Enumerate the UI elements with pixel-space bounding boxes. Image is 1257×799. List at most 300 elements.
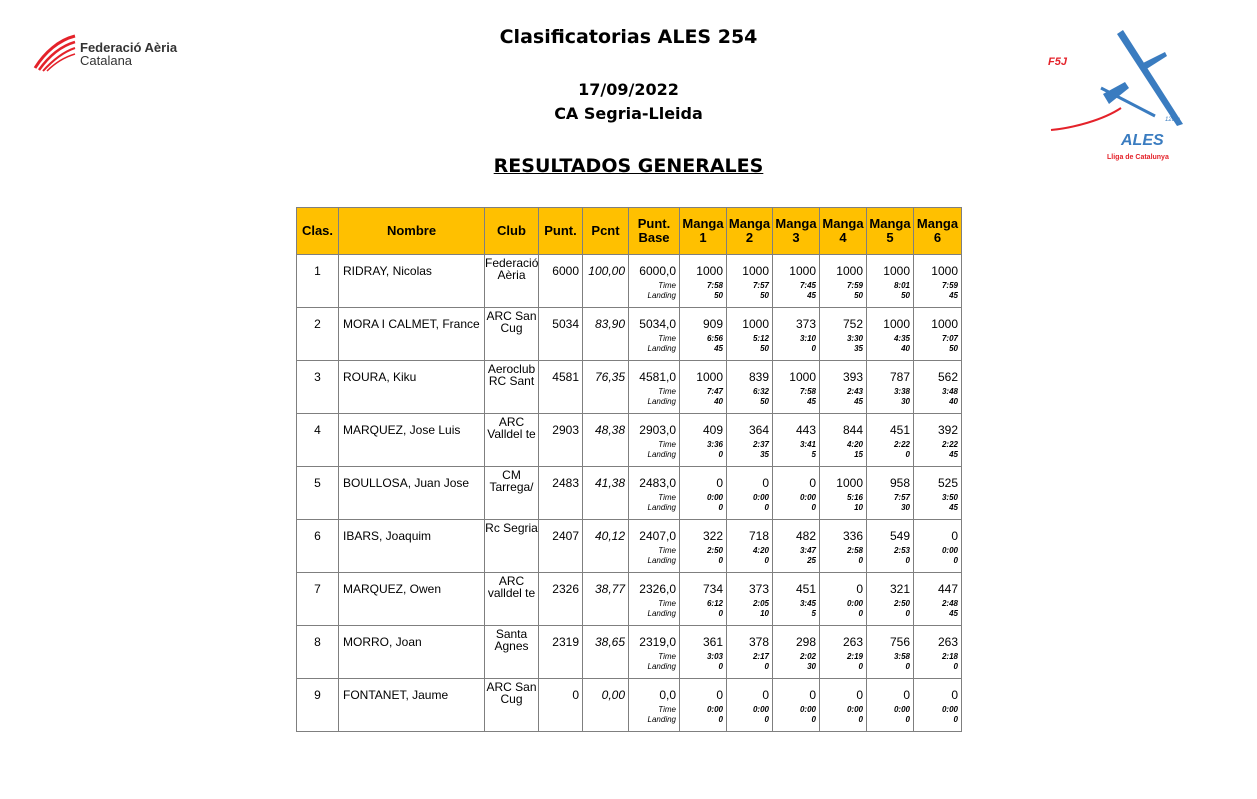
cell-pcnt [583, 308, 629, 361]
time-label: Time [658, 599, 676, 608]
manga-landing: 45 [949, 450, 958, 459]
club-name: ARC San Cug [486, 680, 537, 706]
cell-manga-2 [727, 679, 773, 732]
time-label: Time [658, 546, 676, 555]
manga-score: 549 [889, 529, 910, 543]
height-label: 120m [1165, 117, 1181, 123]
manga-score: 752 [842, 317, 863, 331]
manga-score: 1000 [696, 264, 723, 278]
manga-time: 7:58 [706, 281, 723, 290]
manga-time: 5:12 [752, 334, 769, 343]
manga-landing: 0 [718, 609, 723, 618]
cell-manga-1 [680, 255, 727, 308]
cell-pcnt [583, 255, 629, 308]
table-row [297, 520, 962, 573]
cell-club [485, 361, 539, 414]
cell-punt-base [629, 308, 680, 361]
cell-punt [539, 361, 583, 414]
manga-landing: 0 [858, 662, 863, 671]
ales-label: ALES [1121, 132, 1164, 149]
manga-landing: 45 [949, 609, 958, 618]
federation-name-line1: Federació Aèria [80, 40, 178, 55]
time-label: Time [658, 281, 676, 290]
manga-landing: 50 [854, 291, 863, 300]
manga-time: 3:36 [706, 440, 723, 449]
header-manga-5: Manga 5 [867, 208, 914, 255]
pilot-name: MORRO, Joan [343, 635, 422, 649]
manga-score: 409 [702, 423, 723, 437]
manga-score: 0 [762, 688, 769, 702]
cell-clas [297, 255, 339, 308]
manga-score: 0 [762, 476, 769, 490]
manga-time: 3:48 [941, 387, 958, 396]
club-name: ARC valldel te [487, 574, 536, 600]
manga-landing: 0 [905, 662, 910, 671]
cell-pcnt [583, 467, 629, 520]
manga-landing: 0 [764, 715, 769, 724]
manga-score: 0 [809, 476, 816, 490]
manga-time: 2:48 [941, 599, 958, 608]
cell-manga-1 [680, 679, 727, 732]
manga-time: 7:57 [893, 493, 910, 502]
cell-manga-6 [914, 679, 962, 732]
manga-landing: 0 [764, 503, 769, 512]
manga-landing: 0 [905, 715, 910, 724]
cell-punt [539, 626, 583, 679]
base-points: 2407,0 [639, 529, 676, 543]
cell-manga-5 [867, 679, 914, 732]
club-name: Aeroclub RC Sant [487, 362, 536, 388]
manga-score: 1000 [789, 370, 816, 384]
manga-score: 322 [702, 529, 723, 543]
manga-landing: 5 [811, 450, 816, 459]
manga-time: 0:00 [706, 705, 723, 714]
pilot-name: ROURA, Kiku [343, 370, 417, 384]
manga-landing: 0 [953, 662, 958, 671]
cell-manga-3 [773, 255, 820, 308]
header-nombre: Nombre [339, 208, 485, 255]
manga-time: 2:17 [752, 652, 769, 661]
manga-score: 1000 [742, 264, 769, 278]
manga-landing: 50 [760, 397, 769, 406]
percent-value: 76,35 [594, 370, 625, 384]
manga-landing: 0 [905, 609, 910, 618]
cell-pcnt [583, 414, 629, 467]
landing-label: Landing [647, 450, 676, 459]
cell-manga-6 [914, 520, 962, 573]
manga-time: 0:00 [799, 705, 816, 714]
table-row [297, 626, 962, 679]
cell-punt-base [629, 467, 680, 520]
manga-score: 0 [856, 582, 863, 596]
header-club: Club [485, 208, 539, 255]
cell-club [485, 414, 539, 467]
manga-landing: 0 [858, 556, 863, 565]
manga-time: 0:00 [799, 493, 816, 502]
manga-time: 3:50 [941, 493, 958, 502]
cell-manga-4 [820, 520, 867, 573]
manga-score: 958 [889, 476, 910, 490]
landing-label: Landing [647, 503, 676, 512]
manga-score: 839 [748, 370, 769, 384]
manga-time: 7:58 [799, 387, 816, 396]
cell-manga-2 [727, 414, 773, 467]
total-points: 0 [572, 688, 579, 702]
cell-manga-3 [773, 520, 820, 573]
cell-manga-1 [680, 626, 727, 679]
cell-manga-4 [820, 626, 867, 679]
cell-manga-2 [727, 626, 773, 679]
table-row [297, 573, 962, 626]
manga-score: 1000 [883, 264, 910, 278]
manga-landing: 0 [718, 450, 723, 459]
manga-time: 2:43 [846, 387, 863, 396]
manga-score: 263 [937, 635, 958, 649]
table-row [297, 308, 962, 361]
percent-value: 38,65 [594, 635, 625, 649]
manga-landing: 0 [858, 715, 863, 724]
cell-club [485, 255, 539, 308]
manga-landing: 30 [807, 662, 816, 671]
cell-manga-5 [867, 361, 914, 414]
manga-time: 0:00 [846, 705, 863, 714]
manga-landing: 50 [901, 291, 910, 300]
manga-landing: 40 [714, 397, 723, 406]
time-label: Time [658, 493, 676, 502]
cell-manga-2 [727, 467, 773, 520]
cell-manga-6 [914, 467, 962, 520]
manga-time: 2:22 [893, 440, 910, 449]
manga-time: 6:12 [706, 599, 723, 608]
event-location: CA Segria-Lleida [554, 104, 703, 123]
manga-score: 482 [795, 529, 816, 543]
manga-landing: 0 [858, 609, 863, 618]
manga-score: 378 [748, 635, 769, 649]
manga-score: 373 [748, 582, 769, 596]
manga-time: 2:37 [752, 440, 769, 449]
glider-icon [1043, 24, 1193, 174]
landing-label: Landing [647, 291, 676, 300]
cell-nombre [339, 626, 485, 679]
manga-score: 373 [795, 317, 816, 331]
header-manga-3: Manga 3 [773, 208, 820, 255]
manga-score: 718 [748, 529, 769, 543]
cell-punt [539, 255, 583, 308]
manga-landing: 30 [901, 503, 910, 512]
cell-manga-1 [680, 361, 727, 414]
percent-value: 40,12 [594, 529, 625, 543]
cell-clas [297, 414, 339, 467]
cell-clas [297, 520, 339, 573]
cell-club [485, 520, 539, 573]
manga-time: 2:53 [893, 546, 910, 555]
rank-value: 1 [314, 264, 321, 278]
header-pcnt: Pcnt [583, 208, 629, 255]
manga-landing: 10 [854, 503, 863, 512]
time-label: Time [658, 440, 676, 449]
ales-logo [1043, 24, 1193, 174]
manga-score: 1000 [931, 317, 958, 331]
club-name: Federació Aèria [485, 256, 539, 282]
manga-time: 6:56 [706, 334, 723, 343]
cell-manga-6 [914, 308, 962, 361]
cell-punt-base [629, 679, 680, 732]
cell-punt-base [629, 255, 680, 308]
manga-score: 1000 [883, 317, 910, 331]
cell-punt [539, 520, 583, 573]
base-points: 2326,0 [639, 582, 676, 596]
manga-landing: 0 [953, 715, 958, 724]
cell-manga-3 [773, 573, 820, 626]
manga-landing: 50 [714, 291, 723, 300]
cell-nombre [339, 520, 485, 573]
cell-nombre [339, 573, 485, 626]
cell-punt-base [629, 573, 680, 626]
manga-landing: 45 [714, 344, 723, 353]
manga-time: 2:50 [893, 599, 910, 608]
cell-club [485, 573, 539, 626]
event-date: 17/09/2022 [578, 80, 679, 99]
percent-value: 48,38 [594, 423, 625, 437]
landing-label: Landing [647, 662, 676, 671]
manga-landing: 25 [807, 556, 816, 565]
manga-score: 364 [748, 423, 769, 437]
manga-landing: 0 [718, 715, 723, 724]
cell-manga-4 [820, 679, 867, 732]
manga-score: 562 [937, 370, 958, 384]
manga-time: 0:00 [752, 705, 769, 714]
manga-time: 7:07 [941, 334, 958, 343]
cell-punt-base [629, 414, 680, 467]
manga-landing: 15 [854, 450, 863, 459]
manga-landing: 10 [760, 609, 769, 618]
manga-time: 0:00 [941, 546, 958, 555]
pilot-name: MORA I CALMET, France [343, 317, 480, 331]
table-row [297, 255, 962, 308]
cell-pcnt [583, 679, 629, 732]
rank-value: 8 [314, 635, 321, 649]
manga-time: 3:41 [799, 440, 816, 449]
total-points: 5034 [552, 317, 579, 331]
manga-score: 1000 [742, 317, 769, 331]
manga-score: 1000 [836, 264, 863, 278]
cell-pcnt [583, 520, 629, 573]
federation-name-line2: Catalana [80, 53, 133, 68]
manga-time: 0:00 [752, 493, 769, 502]
cell-clas [297, 626, 339, 679]
manga-score: 0 [809, 688, 816, 702]
manga-landing: 45 [807, 291, 816, 300]
manga-time: 0:00 [706, 493, 723, 502]
manga-time: 3:58 [893, 652, 910, 661]
manga-time: 0:00 [846, 599, 863, 608]
table-row [297, 361, 962, 414]
base-points: 0,0 [659, 688, 676, 702]
cell-punt-base [629, 361, 680, 414]
table-row [297, 467, 962, 520]
manga-time: 7:45 [799, 281, 816, 290]
header-clas: Clas. [297, 208, 339, 255]
pilot-name: MARQUEZ, Owen [343, 582, 442, 596]
cell-manga-5 [867, 573, 914, 626]
cell-manga-2 [727, 255, 773, 308]
total-points: 2483 [552, 476, 579, 490]
cell-nombre [339, 308, 485, 361]
manga-time: 2:19 [846, 652, 863, 661]
cell-nombre [339, 467, 485, 520]
manga-landing: 45 [854, 397, 863, 406]
manga-score: 361 [702, 635, 723, 649]
total-points: 6000 [552, 264, 579, 278]
club-name: Rc Segria [485, 521, 538, 535]
manga-landing: 5 [811, 609, 816, 618]
manga-score: 0 [716, 688, 723, 702]
results-table [296, 207, 962, 732]
manga-score: 1000 [696, 370, 723, 384]
total-points: 4581 [552, 370, 579, 384]
manga-landing: 45 [807, 397, 816, 406]
cell-manga-3 [773, 308, 820, 361]
cell-manga-6 [914, 414, 962, 467]
cell-nombre [339, 679, 485, 732]
header-punt: Punt. [539, 208, 583, 255]
manga-score: 756 [889, 635, 910, 649]
rank-value: 5 [314, 476, 321, 490]
pilot-name: RIDRAY, Nicolas [343, 264, 432, 278]
cell-punt [539, 414, 583, 467]
header-manga-2: Manga 2 [727, 208, 773, 255]
manga-landing: 45 [949, 291, 958, 300]
manga-score: 734 [702, 582, 723, 596]
cell-manga-1 [680, 520, 727, 573]
cell-manga-4 [820, 414, 867, 467]
club-name: CM Tarrega/ [489, 468, 534, 494]
club-name: ARC Valldel te [487, 415, 536, 441]
cell-manga-2 [727, 520, 773, 573]
manga-time: 2:18 [941, 652, 958, 661]
manga-score: 263 [842, 635, 863, 649]
manga-score: 0 [856, 688, 863, 702]
percent-value: 83,90 [594, 317, 625, 331]
manga-time: 0:00 [893, 705, 910, 714]
cell-clas [297, 679, 339, 732]
table-header-row [297, 208, 962, 255]
manga-score: 451 [889, 423, 910, 437]
manga-score: 321 [889, 582, 910, 596]
manga-score: 393 [842, 370, 863, 384]
manga-time: 3:47 [799, 546, 816, 555]
section-title: RESULTADOS GENERALES [493, 155, 764, 177]
cell-nombre [339, 255, 485, 308]
cell-punt [539, 308, 583, 361]
club-name: Santa Agnes [494, 627, 529, 653]
manga-score: 298 [795, 635, 816, 649]
percent-value: 41,38 [594, 476, 625, 490]
cell-manga-5 [867, 520, 914, 573]
base-points: 4581,0 [639, 370, 676, 384]
manga-landing: 0 [718, 556, 723, 565]
manga-score: 909 [702, 317, 723, 331]
cell-pcnt [583, 626, 629, 679]
manga-score: 0 [903, 688, 910, 702]
pilot-name: MARQUEZ, Jose Luis [343, 423, 461, 437]
landing-label: Landing [647, 609, 676, 618]
club-name: ARC San Cug [486, 309, 537, 335]
manga-time: 2:58 [846, 546, 863, 555]
base-points: 5034,0 [639, 317, 676, 331]
base-points: 6000,0 [639, 264, 676, 278]
manga-landing: 0 [718, 503, 723, 512]
manga-score: 1000 [836, 476, 863, 490]
manga-score: 1000 [931, 264, 958, 278]
cell-manga-1 [680, 467, 727, 520]
cell-manga-1 [680, 414, 727, 467]
cell-clas [297, 361, 339, 414]
cell-manga-3 [773, 414, 820, 467]
time-label: Time [658, 705, 676, 714]
manga-time: 8:01 [893, 281, 910, 290]
manga-time: 3:03 [706, 652, 723, 661]
cell-manga-1 [680, 308, 727, 361]
base-points: 2319,0 [639, 635, 676, 649]
manga-landing: 0 [764, 556, 769, 565]
cell-punt [539, 467, 583, 520]
rank-value: 3 [314, 370, 321, 384]
time-label: Time [658, 334, 676, 343]
cell-manga-6 [914, 573, 962, 626]
percent-value: 38,77 [594, 582, 625, 596]
cell-club [485, 626, 539, 679]
manga-time: 7:57 [752, 281, 769, 290]
manga-time: 6:32 [752, 387, 769, 396]
manga-time: 2:02 [799, 652, 816, 661]
manga-time: 3:38 [893, 387, 910, 396]
manga-landing: 50 [760, 344, 769, 353]
manga-score: 844 [842, 423, 863, 437]
cell-manga-3 [773, 467, 820, 520]
cell-manga-2 [727, 573, 773, 626]
total-points: 2326 [552, 582, 579, 596]
manga-landing: 0 [764, 662, 769, 671]
rank-value: 7 [314, 582, 321, 596]
cell-manga-5 [867, 255, 914, 308]
header-manga-1: Manga 1 [680, 208, 727, 255]
cell-manga-5 [867, 308, 914, 361]
cell-club [485, 467, 539, 520]
manga-score: 336 [842, 529, 863, 543]
pilot-name: IBARS, Joaquim [343, 529, 432, 543]
cell-club [485, 679, 539, 732]
pilot-name: FONTANET, Jaume [343, 688, 449, 702]
manga-score: 1000 [789, 264, 816, 278]
manga-landing: 45 [949, 503, 958, 512]
manga-landing: 0 [905, 450, 910, 459]
cell-manga-2 [727, 308, 773, 361]
manga-landing: 0 [953, 556, 958, 565]
manga-time: 4:20 [752, 546, 769, 555]
manga-time: 7:47 [706, 387, 723, 396]
manga-time: 3:30 [846, 334, 863, 343]
manga-score: 451 [795, 582, 816, 596]
cell-manga-1 [680, 573, 727, 626]
liga-label: Lliga de Catalunya [1107, 154, 1169, 161]
cell-clas [297, 467, 339, 520]
manga-landing: 35 [854, 344, 863, 353]
manga-landing: 0 [905, 556, 910, 565]
manga-landing: 35 [760, 450, 769, 459]
cell-pcnt [583, 361, 629, 414]
base-points: 2483,0 [639, 476, 676, 490]
